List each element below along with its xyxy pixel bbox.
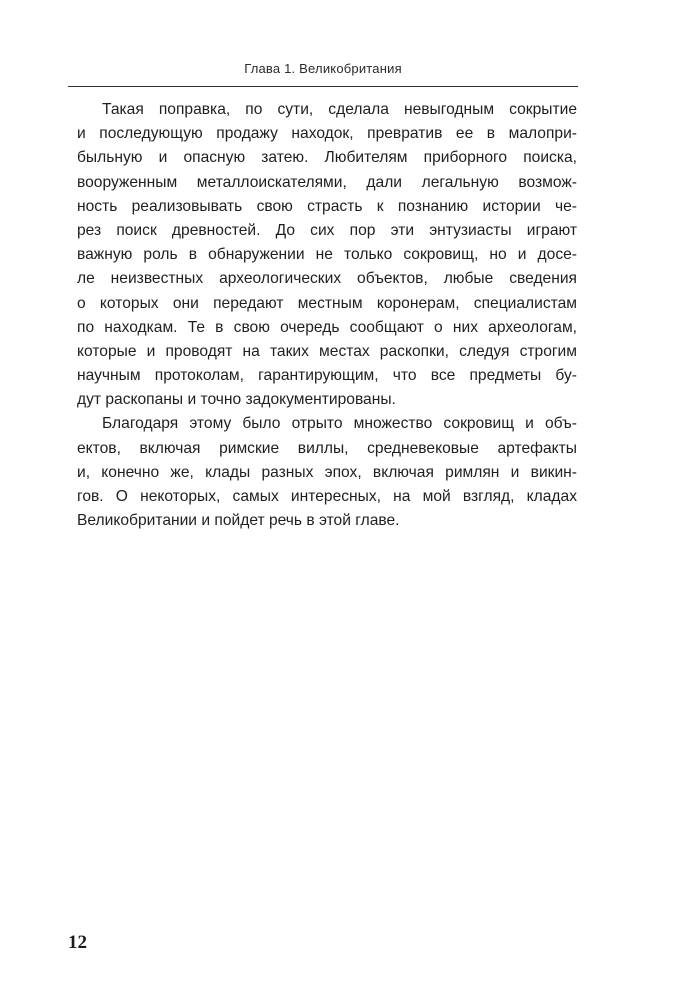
- text-line: вооруженным металлоискателями, дали легальную возмож-: [77, 173, 577, 191]
- text-line: Такая поправка, по сути, сделала невыгодным сокрытие: [102, 101, 577, 118]
- text-line: Великобритании и пойдет речь в этой главе.: [77, 512, 400, 530]
- text-line: ектов, включая римские виллы, средневековые артефакты: [77, 439, 577, 457]
- text-line: рез поиск древностей. До сих пор эти энтузиасты играют: [77, 221, 577, 239]
- body-text: [77, 98, 577, 533]
- text-line: ле неизвестных археологических объектов, любые сведения: [77, 270, 577, 288]
- text-line: ность реализовывать свою страсть к познанию истории че-: [77, 197, 577, 215]
- text-line: гов. О некоторых, самых интересных, на мой взгляд, кладах: [77, 488, 577, 505]
- text-line: дут раскопаны и точно задокументированы.: [77, 391, 396, 409]
- header-rule: [68, 86, 578, 87]
- paragraph-1: [77, 98, 577, 412]
- text-line: по находкам. Те в свою очередь сообщают о них археологам,: [77, 318, 577, 336]
- text-line: Благодаря этому было отрыто множество сокровищ и объ-: [102, 415, 577, 433]
- text-line: быльную и опасную затею. Любителям приборного поиска,: [77, 149, 577, 167]
- text-line: и, конечно же, клады разных эпох, включая римлян и викин-: [77, 463, 577, 481]
- text-line: научным протоколам, гарантирующим, что все предметы бу-: [77, 367, 577, 385]
- text-line: которые и проводят на таких местах раскопки, следуя строгим: [77, 342, 577, 360]
- page-number: 12: [68, 932, 87, 953]
- text-line: важную роль в обнаружении не только сокровищ, но и досе-: [77, 246, 577, 264]
- text-line: и последующую продажу находок, превратив ее в малопри-: [77, 125, 577, 143]
- paragraph-2: [77, 412, 577, 533]
- text-line: о которых они передают местным коронерам, специалистам: [77, 294, 577, 312]
- running-head: Глава 1. Великобритания: [244, 61, 402, 76]
